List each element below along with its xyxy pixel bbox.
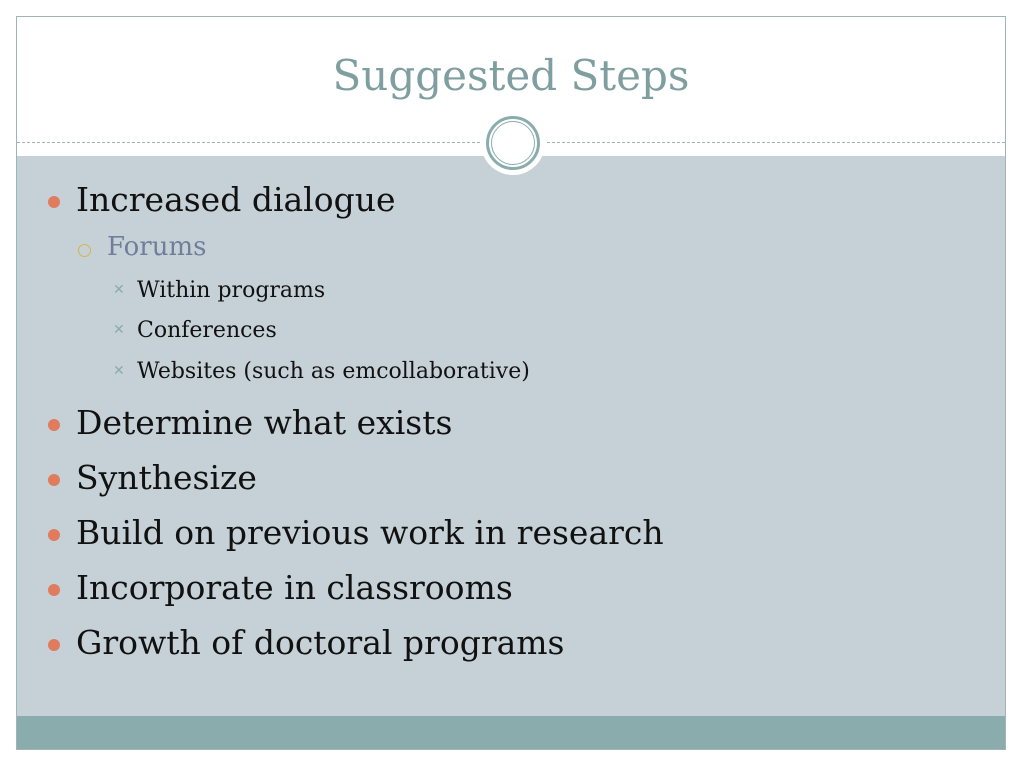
bullet-dot-icon (48, 419, 60, 431)
slide-title: Suggested Steps (332, 51, 690, 100)
bullet-item-level3: Conferences (137, 318, 277, 343)
bullet-item-level1: Determine what exists (76, 403, 453, 442)
bullet-x-icon: ✕ (113, 322, 125, 338)
bullet-ring-icon (78, 244, 91, 257)
bullet-dot-icon (48, 196, 60, 208)
bullet-item-level1: Synthesize (76, 458, 257, 497)
bullet-item-level1: Build on previous work in research (76, 513, 664, 552)
bullet-x-icon: ✕ (113, 282, 125, 298)
bullet-dot-icon (48, 529, 60, 541)
bullet-dot-icon (48, 584, 60, 596)
bullet-item-level3: Websites (such as emcollaborative) (137, 359, 530, 384)
bullet-dot-icon (48, 639, 60, 651)
bullet-x-icon: ✕ (113, 363, 125, 379)
content-area (17, 156, 1005, 716)
bullet-dot-icon (48, 474, 60, 486)
bullet-item-level3: Within programs (137, 278, 326, 303)
bullet-item-level1: Incorporate in classrooms (76, 568, 513, 607)
bullet-item-level2: Forums (107, 232, 207, 262)
footer-band (17, 716, 1005, 750)
bullet-item-level1: Increased dialogue (76, 180, 396, 219)
bullet-item-level1: Growth of doctoral programs (76, 623, 565, 662)
inner-ring-icon (491, 121, 535, 165)
slide (16, 16, 1006, 750)
